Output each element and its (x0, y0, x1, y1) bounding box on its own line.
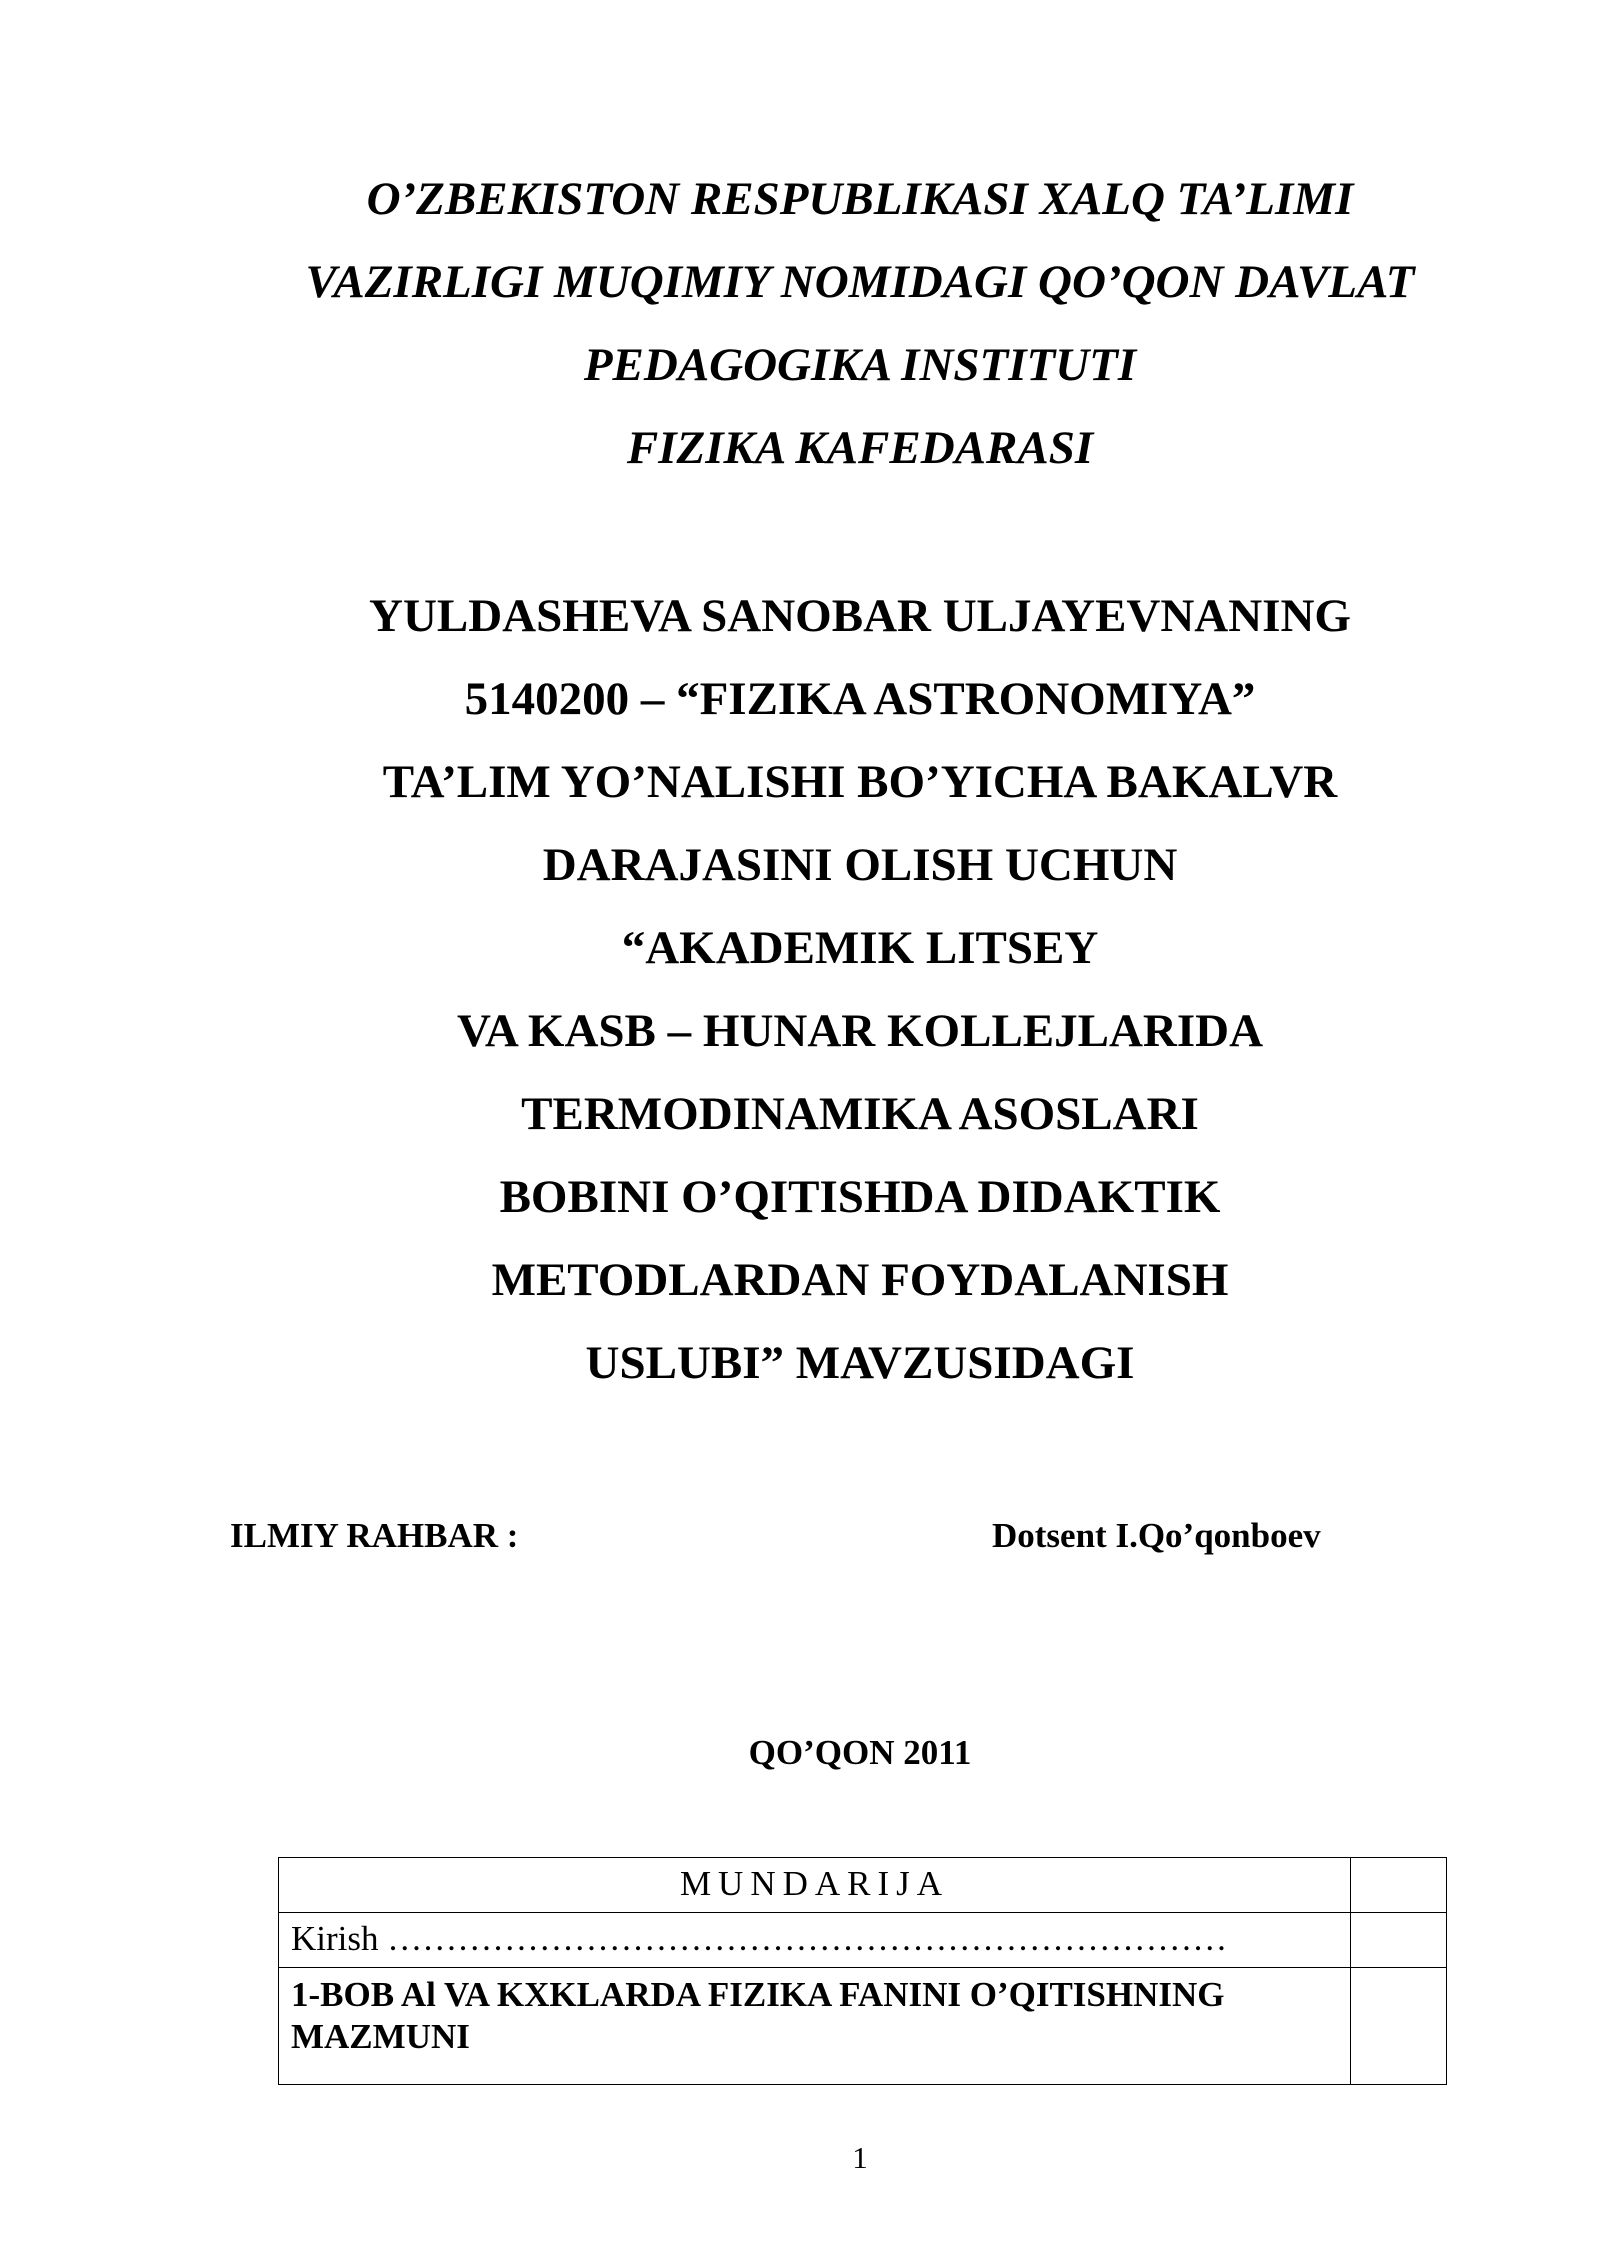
toc-row (279, 1968, 1447, 2085)
theme-line-5: “AKADEMIK LITSEY (621, 922, 1099, 974)
theme-line-4: DARAJASINI OLISH UCHUN (542, 839, 1178, 891)
institution-line-4: FIZIKA KAFEDARASI (626, 422, 1094, 474)
institution-line-3: PEDAGOGIKA INSTITUTI (583, 339, 1137, 391)
supervisor-name: Dotsent I.Qo’qonboev (992, 1516, 1321, 1555)
theme-line-2: 5140200 – “FIZIKA ASTRONOMIYA” (464, 673, 1256, 725)
institution-line-1: O’ZBEKISTON RESPUBLIKASI XALQ TA’LIMI (366, 173, 1354, 225)
theme-line-10: USLUBI” MAVZUSIDAGI (585, 1337, 1135, 1389)
toc-chapter-1-entry: 1-BOB Al VA KXKLARDA FIZIKA FANINI O’QITISHNING MAZMUNI (279, 1968, 1351, 2085)
toc-title: MUNDARIJA (279, 1858, 1351, 1913)
theme-line-9: METODLARDAN FOYDALANISH (491, 1254, 1229, 1306)
toc-page-cell (1351, 1913, 1447, 1968)
supervisor-label: ILMIY RAHBAR : (230, 1516, 519, 1555)
theme-line-6: VA KASB – HUNAR KOLLEJLARIDA (456, 1005, 1264, 1057)
page-number: 1 (852, 2140, 868, 2175)
institution-line-2: VAZIRLIGI MUQIMIY NOMIDAGI QO’QON DAVLAT (305, 256, 1415, 308)
toc-intro-entry: Kirish ……………………………………………………………… (279, 1913, 1351, 1968)
toc-row (279, 1913, 1447, 1968)
toc-table (278, 1857, 1447, 2085)
theme-line-8: BOBINI O’QITISHDA DIDAKTIK (499, 1171, 1221, 1223)
toc-header-row (279, 1858, 1447, 1913)
theme-line-7: TERMODINAMIKA ASOSLARI (521, 1088, 1199, 1140)
theme-line-1: YULDASHEVA SANOBAR ULJAYEVNANING (369, 590, 1351, 642)
toc-page-cell (1351, 1968, 1447, 2085)
city-year: QO’QON 2011 (748, 1733, 972, 1772)
theme-line-3: TA’LIM YO’NALISHI BO’YICHA BAKALVR (382, 756, 1338, 808)
toc-page-cell (1351, 1858, 1447, 1913)
